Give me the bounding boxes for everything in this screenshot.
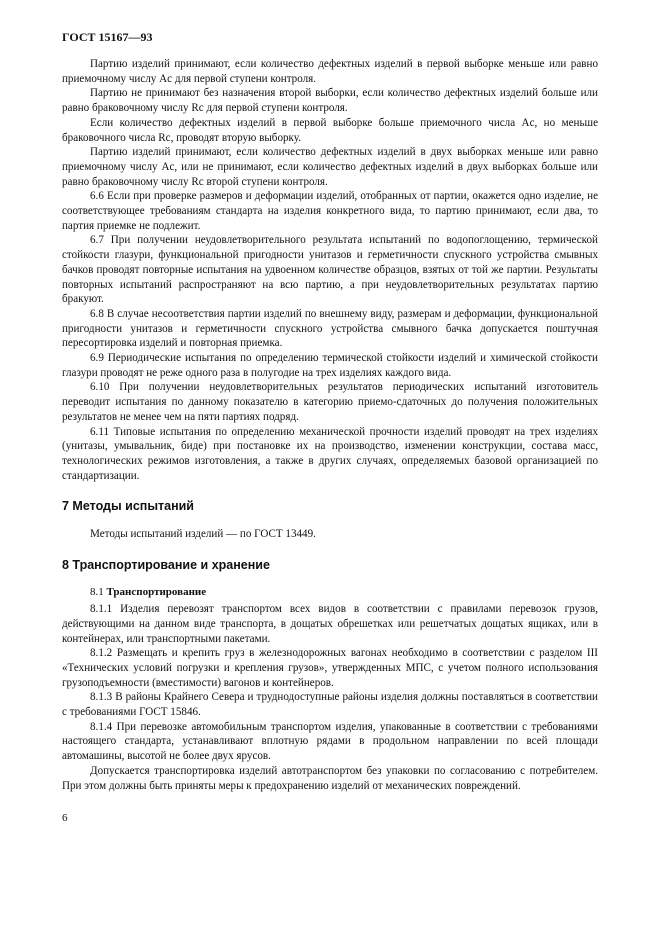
subsection-label: Транспортирование [106,586,207,599]
paragraph: Партию изделий принимают, если количество дефектных изделий в двух выборках меньше или равно приемочному числу Ac, или не принимают, если количество дефектных изделий в двух выборках больше или равно браковочному числу Rc второй ступени контроля. [62,146,598,188]
paragraph: Партию изделий принимают, если количество дефектных изделий в первой выборке меньше или равно приемочному числу Ac для первой ступени контроля. [62,58,598,85]
section-7-title: 7 Методы испытаний [62,499,194,514]
clause-8-1-4: 8.1.4 При перевозке автомобильным транспортом изделия, упакованные в соответствии с требованиями настоящего стандарта, устанавливают вплотную рядами в продольном направлении по всей площади автомашины, высотой не более двух ярусов. [62,720,598,763]
section-7-text: Методы испытаний изделий — по ГОСТ 13449. [90,528,316,541]
paragraph: Если количество дефектных изделий в первой выборке больше приемочного числа Ac, но меньше браковочного числа Rc, проводят вторую выборку. [62,116,598,144]
clause-6-8: 6.8 В случае несоответствия партии изделий по внешнему виду, размерам и деформации, функциональной пригодности унитазов и герметичности спускного устройства смывного бачка допускается поштучная пересортировка изделий и повторная приемка. [62,307,598,350]
paragraph: Допускается транспортировка изделий автотранспортом без упаковки по согласованию с потребителем. При этом должны быть приняты меры к предохранению изделий от механических повреждений. [62,764,598,792]
clause-6-9: 6.9 Периодические испытания по определению термической стойкости изделий и химической стойкости глазури проводят не реже одного раза в полугодие на трех изделиях каждого вида. [62,352,598,379]
clause-8-1-1: 8.1.1 Изделия перевозят транспортом всех видов в соответствии с правилами перевозок грузов, действующими на данном виде транспорта, в дощатых обрешетках или решетчатых дощатых ящиках, или в контейнерах, или транспортными пакетами. [62,603,598,645]
clause-8-1-3: 8.1.3 В районы Крайнего Севера и труднодоступные районы изделия должны поставляться в соответствии с требованиями ГОСТ 15846. [62,691,598,719]
paragraph: Партию не принимают без назначения второй выборки, если количество дефектных изделий больше или равно браковочному числу Rc для первой ступени контроля. [62,87,598,115]
subsection-8-1-title [90,586,598,598]
section6-continuation [62,57,598,483]
clause-6-10: 6.10 При получении неудовлетворительных результатов периодических испытаний изготовитель переводит испытания по данному показателю в категорию приемо-сдаточных до получения положительных результатов не менее чем на пяти партиях подряд. [62,381,598,423]
clause-6-7: 6.7 При получении неудовлетворительного результата испытаний по водопоглощению, термической стойкости глазури, функциональной пригодности унитазов и герметичности спускного устройства смывных бачков проводят повторные испытания на удвоенном количестве образцов, взятых от той же партии. Результаты повторных испытаний распространяют на всю партию, а при неудовлетворительных результатах партию бракуют. [62,234,598,306]
standard-header: ГОСТ 15167—93 [62,30,153,44]
document-page [62,30,598,793]
clause-6-6: 6.6 Если при проверке размеров и деформации изделий, отобранных от партии, окажется одно изделие, не соответствующее требованиям стандарта на изделия конкретного вида, то партию принимают, если два, то партия приемке не подлежит. [62,190,598,232]
clause-8-1-2: 8.1.2 Размещать и крепить груз в железнодорожных вагонах необходимо в соответствии с разделом III «Технических условий погрузки и крепления грузов», утвержденных МПС, с учетом полного использования грузоподъемности (вместимости) вагонов и контейнеров. [62,647,598,689]
subsection-number: 8.1 [90,586,104,599]
section-8-title: 8 Транспортирование и хранение [62,558,270,573]
clause-6-11: 6.11 Типовые испытания по определению механической прочности изделий проводят на трех изделиях (унитазы, умывальник, биде) при постановке их на производство, изменении конструкции, состава масс, технологических режимов изготовления, а также в других случаях, определяемых базовой организацией по стандартизации. [62,425,598,482]
page-number: 6 [62,812,68,824]
